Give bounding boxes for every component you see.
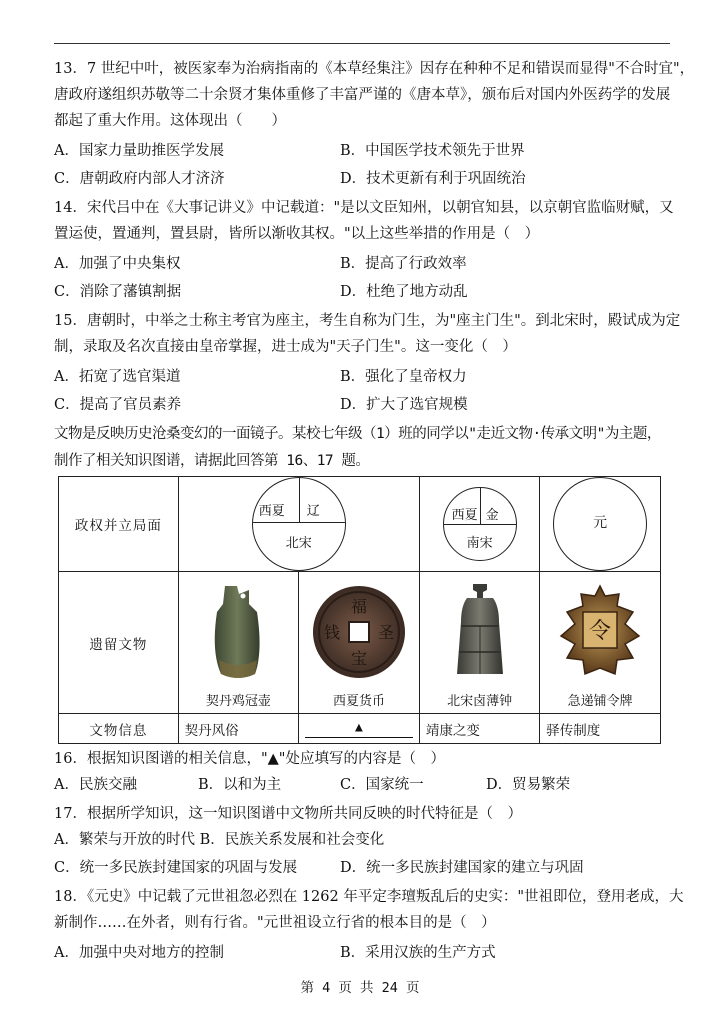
q13-option-d[interactable]: D．技术更新有利于巩固统治 [340,171,526,187]
q17-option-c[interactable]: C．统一多民族封建国家的巩固与发展 [54,860,298,876]
q15-line: 制，录取及名次直接由皇帝掌握，进士成为"天子门生"。这一变化（ ） [54,339,517,355]
regime-cell-yuan [540,477,661,572]
coin-glyph: 钱 [323,623,340,642]
regime-label: 辽 [306,504,320,519]
regime-label: 西夏 [258,504,285,519]
q15-option-d[interactable]: D．扩大了选官规模 [340,397,468,413]
coin-glyph: 福 [350,597,367,616]
q18-line: 新制作……在外者，则有行省。"元世祖设立行省的根本目的是（ ） [54,915,496,931]
q14-option-c[interactable]: C．消除了藩镇割据 [54,284,182,300]
coin-glyph: 宝 [350,649,367,668]
coin-glyph: 圣 [377,623,394,642]
coin-image [309,582,409,682]
row-head-regimes: 政权并立局面 [59,477,179,572]
table-row [59,714,661,744]
page-footer: 第 4 页 共 24 页 [300,980,420,996]
regime-circle-xixia-jin-song [443,487,517,561]
question-18 [54,884,684,936]
row-head-relics: 遗留文物 [59,572,179,714]
q15-options-row-1 [54,365,670,389]
relic-caption: 契丹鸡冠壶 [205,694,271,709]
q16-options-row [54,773,670,797]
q15-options-row-2 [54,393,670,417]
question-13 [54,56,695,134]
q14-options-row-2 [54,280,670,304]
token-image [555,582,645,682]
q14-option-a[interactable]: A．加强了中央集权 [54,256,181,272]
regime-circle-xixia-liao-song [252,477,346,571]
regime-cell-northern-song [178,477,419,572]
q14-line: 14．宋代吕中在《大事记讲义》中记载道："是以文臣知州，以朝官知县，以京朝官监临财赋，又 [54,200,674,216]
q13-line: 13．7 世纪中叶，被医家奉为治病指南的《本草经集注》因存在种种不足和错误而显得"不合时宜"， [54,61,695,77]
q17-option-d[interactable]: D．统一多民族封建国家的建立与巩固 [340,860,584,876]
question-14 [54,195,674,247]
q15-option-a[interactable]: A．拓宽了选官渠道 [54,369,181,385]
relic-cell [299,572,420,714]
q16-option-c[interactable]: C．国家统一 [340,777,424,793]
question-17 [54,801,670,827]
q18-options-row-1 [54,941,670,965]
intro-line: 文物是反映历史沧桑变幻的一面镜子。某校七年级（1）班的同学以"走近文物·传承文明"为主题， [54,426,661,442]
q14-option-b[interactable]: B．提高了行政效率 [340,256,467,272]
q14-options-row-1 [54,252,670,276]
relic-cell [178,572,298,714]
row-head-info: 文物信息 [59,714,179,744]
q18-option-a[interactable]: A．加强中央对地方的控制 [54,945,224,961]
regime-circle-yuan [553,477,647,571]
q17-options-row-1 [54,828,670,852]
q14-option-d[interactable]: D．杜绝了地方动乱 [340,284,468,300]
q13-line: 唐政府遂组织苏敬等二十余贤才集体重修了丰富严谨的《唐本草》，颁布后对国内外医药学的发展 [54,87,671,103]
knowledge-map-table [58,476,661,744]
relic-caption: 西夏货币 [332,694,385,709]
q16-option-b[interactable]: B．以和为主 [198,777,282,793]
cockscomb-pot-image [203,582,273,682]
q13-line: 都起了重大作用。这体现出（ ） [54,113,286,129]
q14-line: 置运使，置通判，置县尉，皆所以渐收其权。"以上这些举措的作用是（ ） [54,226,540,242]
token-glyph: 令 [589,619,612,644]
q17-options-row-2 [54,856,670,880]
q15-option-b[interactable]: B．强化了皇帝权力 [340,369,467,385]
q18-option-b[interactable]: B．采用汉族的生产方式 [340,945,496,961]
q18-line: 18．《元史》中记载了元世祖忽必烈在 1262 年平定李璮叛乱后的史实："世祖即位，登用老成，大 [54,889,684,905]
q13-options-row-2 [54,167,670,191]
table-row [59,572,661,714]
q13-option-a[interactable]: A．国家力量助推医学发展 [54,143,224,159]
regime-cell-southern-song [419,477,539,572]
q17-line: 17．根据所学知识，这一知识图谱中文物所共同反映的时代特征是（ ） [54,806,522,822]
info-cell-blank [299,714,420,744]
regime-label: 南宋 [466,536,493,551]
q16-option-a[interactable]: A．民族交融 [54,777,137,793]
bell-image [445,582,515,682]
info-cell: 靖康之变 [419,714,539,744]
relic-caption: 北宋卤薄钟 [447,694,513,709]
q17-option-ab[interactable]: A．繁荣与开放的时代 B．民族关系发展和社会变化 [54,832,385,848]
question-15 [54,308,681,360]
material-intro [54,421,674,475]
regime-label: 北宋 [285,536,312,551]
top-rule [54,43,670,44]
info-cell: 契丹风俗 [178,714,298,744]
regime-label: 金 [485,508,499,523]
q13-options-row-1 [54,139,670,163]
q15-line: 15．唐朝时，中举之士称主考官为座主，考生自称为门生，为"座主门生"。到北宋时，殿试成为定 [54,313,681,329]
q13-option-b[interactable]: B．中国医学技术领先于世界 [340,143,525,159]
blank-marker: ▲ [305,719,413,738]
regime-label: 西夏 [451,508,478,523]
intro-line: 制作了相关知识图谱，请据此回答第 16、17 题。 [54,453,370,469]
question-16 [54,746,670,772]
regime-label: 元 [593,515,608,531]
info-cell: 驿传制度 [540,714,661,744]
q16-option-d[interactable]: D．贸易繁荣 [486,777,571,793]
relic-cell [419,572,539,714]
q13-option-c[interactable]: C．唐朝政府内部人才济济 [54,171,225,187]
table-row [59,477,661,572]
q16-line: 16．根据知识图谱的相关信息，"▲"处应填写的内容是（ ） [54,751,445,767]
relic-cell [540,572,661,714]
q15-option-c[interactable]: C．提高了官员素养 [54,397,182,413]
relic-caption: 急递铺令牌 [567,694,633,709]
